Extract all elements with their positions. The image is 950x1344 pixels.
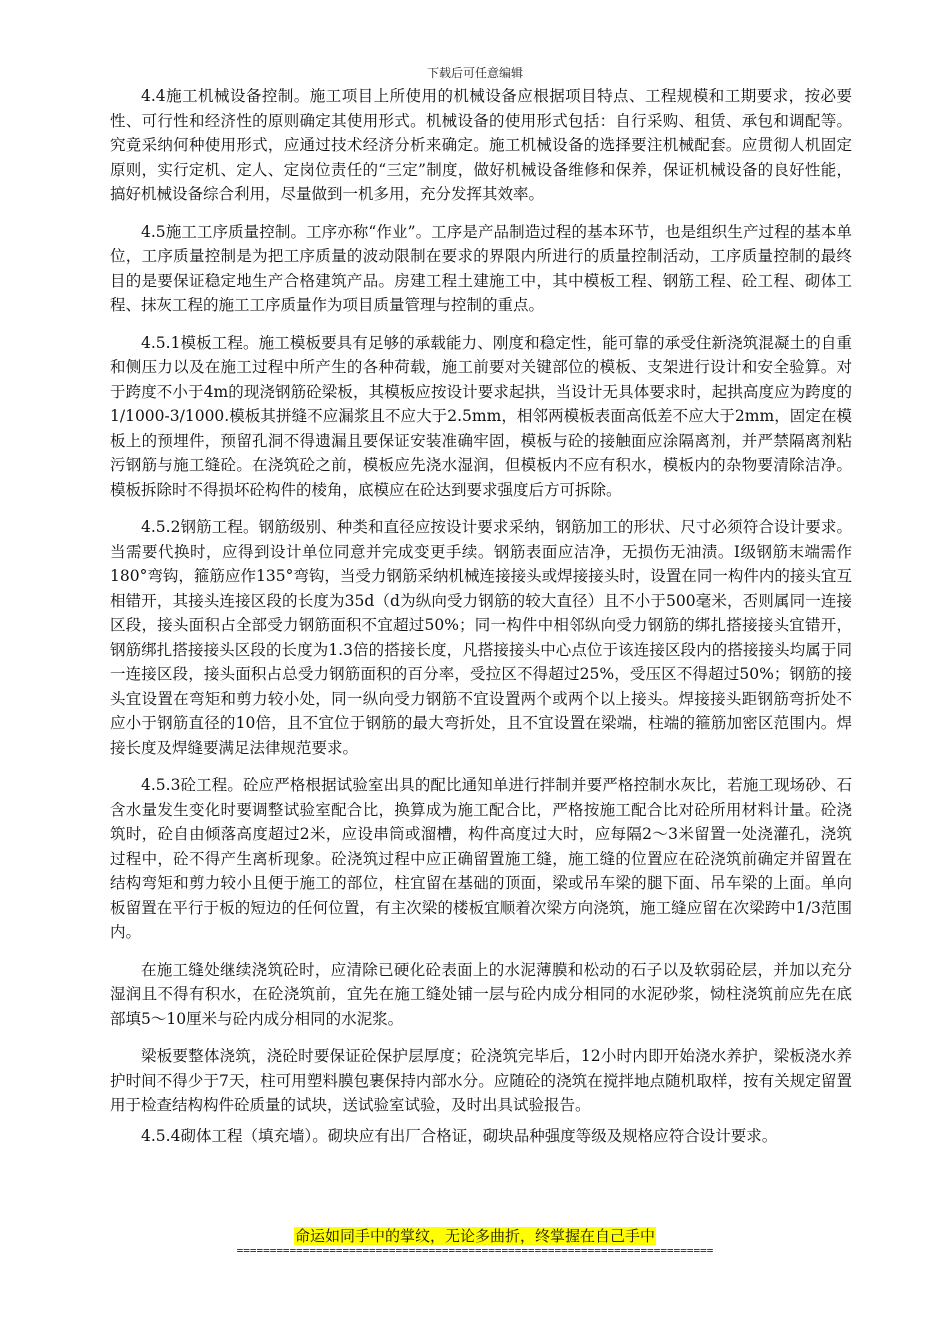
paragraph-machinery-control: 4.4施工机械设备控制。施工项目上所使用的机械设备应根据项目特点、工程规模和工期要求，按必要性、可行性和经济性的原则确定其使用形式。机械设备的使用形式包括：自行采购、租赁、承包和调配等。究竟采纳何种使用形式，应通过技术经济分析来确定。施工机械设备的选择要注机械配套。应贯彻人机固定原则，实行定机、定人、定岗位责任的“三定”制度，做好机械设备维修和保养，保证机械设备的良好性能，搞好机械设备综合利用，尽量做到一机多用，充分发挥其效率。 [110,87,852,203]
footer-quote [0,1226,950,1246]
footer-divider: ======================================================================== [236,1244,714,1257]
paragraph-curing: 梁板要整体浇筑，浇砼时要保证砼保护层厚度；砼浇筑完毕后，12小时内即开始浇水养护，梁板浇水养护时间不得少于7天，柱可用塑料膜包裹保持内部水分。应随砼的浇筑在搅拌地点随机取样，按有关规定留置用于检查结构构件砼质量的试块，送试验室试验，及时出具试验报告。 [110,1047,852,1114]
paragraph-concrete: 4.5.3砼工程。砼应严格根据试验室出具的配比通知单进行拌制并要严格控制水灰比，若施工现场砂、石含水量发生变化时要调整试验室配合比，换算成为施工配合比，严格按施工配合比对砼所用材料计量。砼浇筑时，砼自由倾落高度超过2米，应设串筒或溜槽，构件高度过大时，应每隔2～3米留置一处浇灌孔，浇筑过程中，砼不得产生离析现象。砼浇筑过程中应正确留置施工缝，施工缝的位置应在砼浇筑前确定并留置在结构弯矩和剪力较小且便于施工的部位，柱宜留在基础的顶面，梁或吊车梁的腿下面、吊车梁的上面。单向板留置在平行于板的短边的任何位置，有主次梁的楼板宜顺着次梁方向浇筑，施工缝应留在次梁跨中1/3范围内。 [110,776,852,941]
paragraph-construction-joint: 在施工缝处继续浇筑砼时，应清除已硬化砼表面上的水泥薄膜和松动的石子以及软弱砼层，并加以充分湿润且不得有积水，在砼浇筑前，宜先在施工缝处铺一层与砼内成分相同的水泥砂浆，恸柱浇筑前应先在底部填5～10厘米与砼内成分相同的水泥浆。 [110,960,852,1028]
paragraph-masonry: 4.5.4砌体工程（填充墙）。砌块应有出厂合格证，砌块品种强度等级及规格应符合设计要求。 [141,1126,778,1145]
page-header: 下载后可任意编辑 [426,66,523,80]
document-body [110,84,852,1161]
paragraph-rebar: 4.5.2钢筋工程。钢筋级别、种类和直径应按设计要求采纳，钢筋加工的形状、尺寸必须符合设计要求。当需要代换时，应得到设计单位同意并完成变更手续。钢筋表面应洁净，无损伤无油渍。Ⅰ级钢筋末端需作180°弯钩，箍筋应作135°弯钩，当受力钢筋采纳机械连接接头或焊接接头时，设置在同一构件内的接头宜互相错开，其接头连接区段的长度为35d（d为纵向受力钢筋的较大直径）且不小于500毫米，否则属同一连接区段，接头面积占全部受力钢筋面积不宜超过50%；同一构件中相邻纵向受力钢筋的绑扎搭接接头宜错开，钢筋绑扎搭接接头区段的长度为1.3倍的搭接长度，凡搭接接头中心点位于该连接区段内的搭接接头均属于同一连接区段，接头面积占总受力钢筋面积的百分率，受拉区不得超过25%，受压区不得超过50%；钢筋的接头宜设置在弯矩和剪力较小处，同一纵向受力钢筋不宜设置两个或两个以上接头。焊接接头距钢筋弯折处不应小于钢筋直径的10倍，且不宜位于钢筋的最大弯折处，且不宜设置在梁端，柱端的箍筋加密区范围内。焊接长度及焊缝要满足法律规范要求。 [110,518,852,757]
paragraph-formwork: 4.5.1模板工程。施工模板要具有足够的承载能力、刚度和稳定性，能可靠的承受住新浇筑混凝土的自重和侧压力以及在施工过程中所产生的各种荷载，施工前要对关键部位的模板、支架进行设计和安全验算。对于跨度不小于4m的现浇钢筋砼梁板，其模板应按设计要求起拱，当设计无具体要求时，起拱高度应为跨度的1/1000-3/1000.模板其拼缝不应漏浆且不应大于2.5mm，相邻两模板表面高低差不应大于2mm，固定在模板上的预埋件，预留孔洞不得遗漏且要保证安装准确牢固，模板与砼的接触面应涂隔离剂，并严禁隔离剂粘污钢筋与施工缝砼。在浇筑砼之前，模板应先浇水湿润，但模板内不应有积水，模板内的杂物要清除洁净。模板拆除时不得损坏砼构件的棱角，底模应在砼达到要求强度后方可拆除。 [110,333,852,499]
footer-quote-highlight: 命运如同手中的掌纹，无论多曲折，终掌握在自己手中 [294,1227,655,1245]
paragraph-process-quality-control: 4.5施工工序质量控制。工序亦称“作业”。工序是产品制造过程的基本环节，也是组织生产过程的基本单位，工序质量控制是为把工序质量的波动限制在要求的界限内所进行的质量控制活动，工序质量控制的最终目的是要保证稳定地生产合格建筑产品。房建工程土建施工中，其中模板工程、钢筋工程、砼工程、砌体工程、抹灰工程的施工工序质量作为项目质量管理与控制的重点。 [110,222,852,314]
